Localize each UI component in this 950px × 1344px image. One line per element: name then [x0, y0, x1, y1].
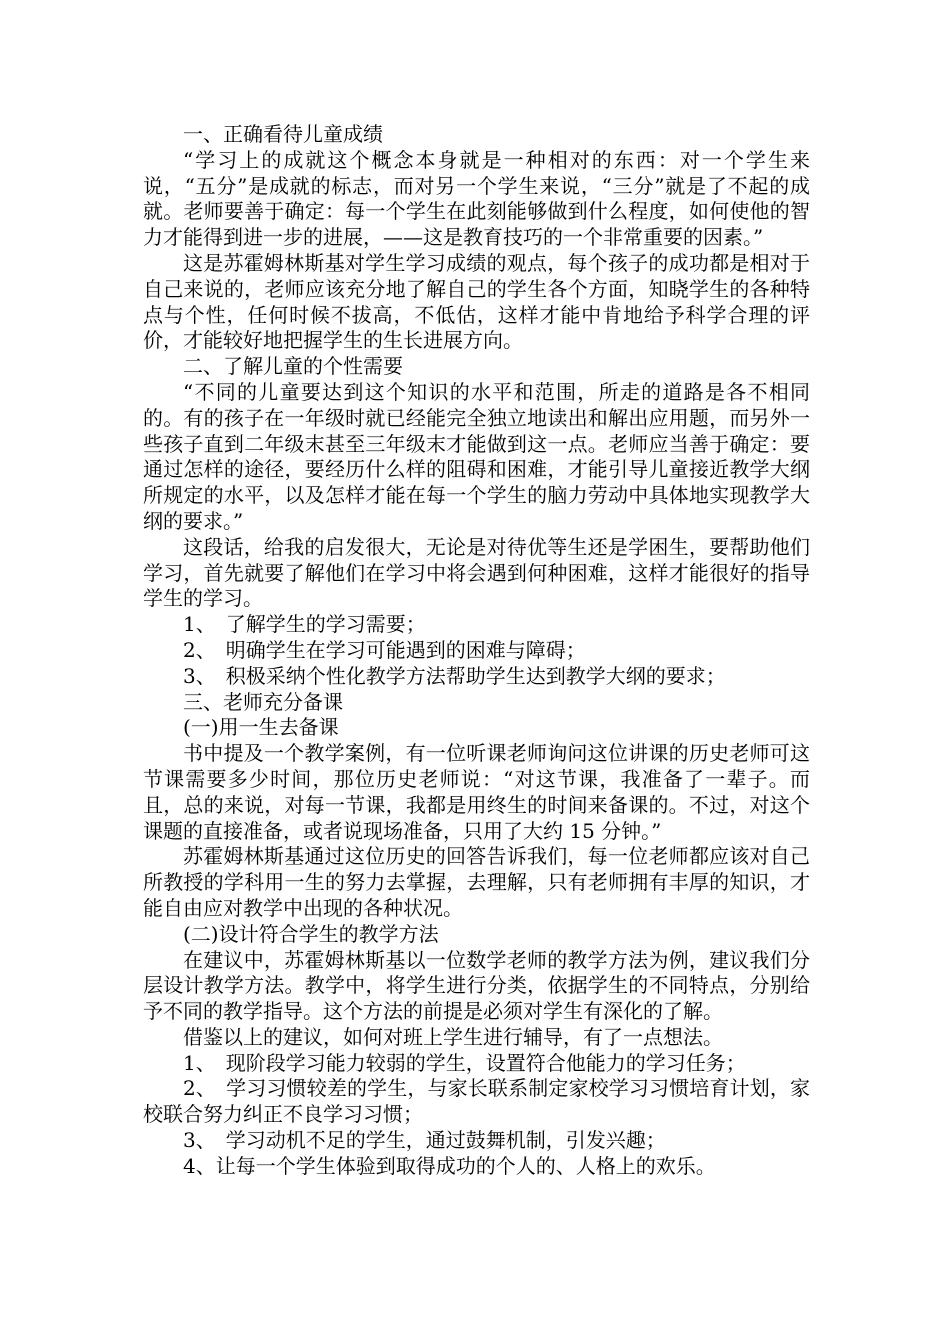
list-item-5: 2、 学习习惯较差的学生，与家长联系制定家校学习习惯培育计划，家校联合努力纠正不良学习习惯； — [143, 1076, 810, 1127]
quote-paragraph-2: “不同的儿童要达到这个知识的水平和范围，所走的道路是各不相同的。有的孩子在一年级时就已经能完全独立地读出和解出应用题，而另外一些孩子直到二年级末甚至三年级末才能做到这一点。老师应当善于确定：要通过怎样的途径，要经历什么样的阻碍和困难，才能引导儿童接近教学大纲所规定的水平，以及怎样才能在每一个学生的脑力劳动中具体地实现教学大纲的要求。” — [143, 379, 810, 533]
list-item-4: 1、 现阶段学习能力较弱的学生，设置符合他能力的学习任务； — [183, 1050, 746, 1075]
list-item-6: 3、 学习动机不足的学生，通过鼓舞机制，引发兴趣； — [183, 1128, 666, 1153]
list-item-2: 2、 明确学生在学习可能遇到的困难与障碍； — [183, 637, 586, 662]
body-paragraph-4: 苏霍姆林斯基通过这位历史的回答告诉我们，每一位老师都应该对自己所教授的学科用一生的努力去掌握，去理解，只有老师拥有丰厚的知识，才能自由应对教学中出现的各种状况。 — [143, 844, 810, 920]
section-heading-3: 三、老师充分备课 — [183, 689, 343, 714]
section-heading-1: 一、正确看待儿童成绩 — [183, 122, 383, 146]
subsection-heading-2: (二)设计符合学生的教学方法 — [183, 921, 439, 946]
body-paragraph-2: 这段话，给我的启发很大，无论是对待优等生还是学困生，要帮助他们学习，首先就要了解他们在学习中将会遇到何种困难，这样才能很好的指导学生的学习。 — [143, 534, 810, 611]
list-item-1: 1、 了解学生的学习需要； — [183, 612, 426, 637]
body-paragraph-3: 书中提及一个教学案例，有一位听课老师询问这位讲课的历史老师可这节课需要多少时间，那位历史老师说：“对这节课，我准备了一辈子。而且，总的来说，对每一节课，我都是用终生的时间来备课的。不过，对这个课题的直接准备，或者说现场准备，只用了大约 15 分钟。” — [143, 741, 810, 843]
list-item-3: 3、 积极采纳个性化教学方法帮助学生达到教学大纲的要求； — [183, 663, 726, 688]
body-paragraph-1: 这是苏霍姆林斯基对学生学习成绩的观点，每个孩子的成功都是相对于自己来说的，老师应该充分地了解自己的学生各个方面，知晓学生的各种特点与个性，任何时候不拔高，不低估，这样才能中肯地给予科学合理的评价，才能较好地把握学生的生长进展方向。 — [143, 250, 810, 353]
body-paragraph-5: 在建议中，苏霍姆林斯基以一位数学老师的教学方法为例，建议我们分层设计教学方法。教学中，将学生进行分类，依据学生的不同特点，分别给予不同的教学指导。这个方法的前提是必须对学生有深化的了解。 — [143, 947, 810, 1024]
list-item-7: 4、让每一个学生体验到取得成功的个人的、人格上的欢乐。 — [183, 1153, 716, 1178]
document-body — [143, 122, 810, 1180]
section-heading-2: 二、了解儿童的个性需要 — [183, 354, 403, 379]
quote-paragraph-1: “学习上的成就这个概念本身就是一种相对的东西：对一个学生来说，“五分”是成就的标志，而对另一个学生来说，“三分”就是了不起的成就。老师要善于确定：每一个学生在此刻能够做到什么程度，如何使他的智力才能得到进一步的进展，——这是教育技巧的一个非常重要的因素。” — [143, 147, 810, 250]
subsection-heading-1: (一)用一生去备课 — [183, 715, 339, 740]
body-paragraph-6: 借鉴以上的建议，如何对班上学生进行辅导，有了一点想法。 — [183, 1024, 723, 1049]
